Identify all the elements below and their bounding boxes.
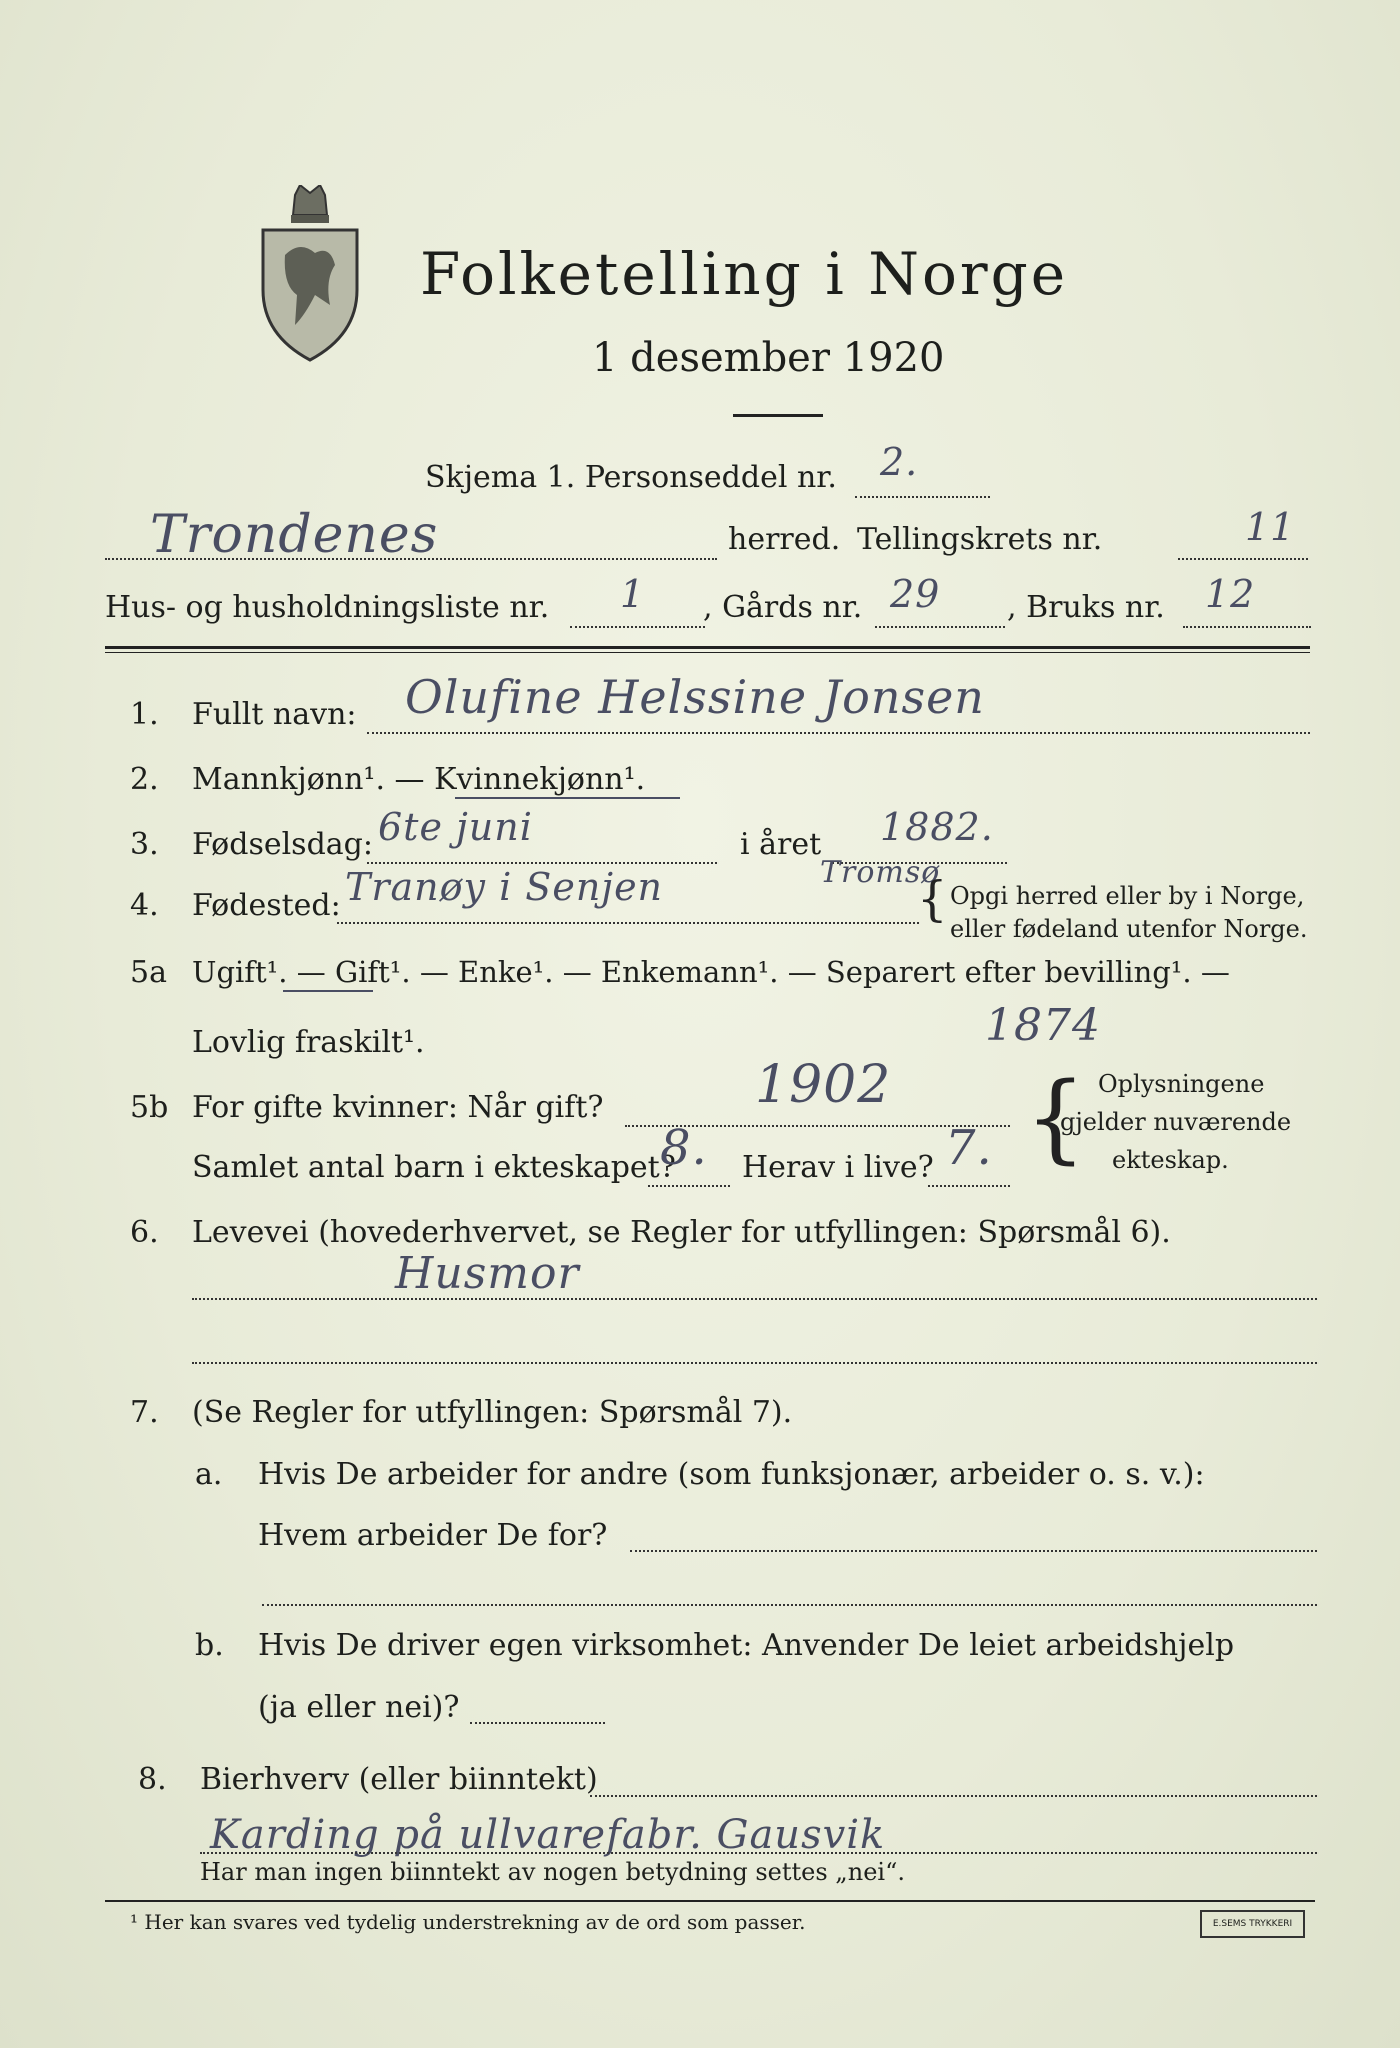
q1-line [367, 732, 1310, 734]
q5b-alive-label: Herav i live? [742, 1150, 934, 1185]
q4-line [337, 922, 919, 924]
q7a-text: Hvis De arbeider for andre (som funksjonær, arbeider o. s. v.): [258, 1457, 1205, 1492]
q5b-note-1: Oplysningene [1098, 1070, 1265, 1098]
q7-number: 7. [130, 1395, 159, 1430]
bruks-value: 12 [1205, 572, 1256, 616]
q3-year-label: i året [740, 827, 822, 862]
q3-year-value: 1882. [880, 805, 994, 849]
printer-stamp [1200, 1910, 1305, 1938]
q4-extra-value: Tromsø [820, 855, 941, 890]
q5b-alive-value: 7. [945, 1120, 993, 1176]
title-divider [733, 414, 823, 417]
krets-value: 11 [1245, 505, 1296, 549]
q7b-question: (ja eller nei)? [258, 1690, 460, 1725]
q6-line-2 [192, 1362, 1317, 1364]
q5b-children-line [648, 1185, 730, 1187]
q6-line-1 [192, 1298, 1317, 1300]
q5a-gift-underline [283, 990, 373, 992]
q5b-number: 5b [130, 1090, 169, 1125]
q7b-letter: b. [195, 1628, 224, 1663]
form-date: 1 desember 1920 [592, 335, 945, 381]
q1-number: 1. [130, 697, 159, 732]
q5b-label-1: For gifte kvinner: Når gift? [192, 1090, 604, 1125]
q4-brace: { [917, 871, 948, 927]
footer-divider [105, 1900, 1315, 1902]
q5b-married-value: 1902 [755, 1055, 892, 1115]
q3-day-line [367, 862, 717, 864]
q6-value: Husmor [395, 1248, 580, 1299]
q4-number: 4. [130, 888, 159, 923]
krets-line [1178, 558, 1308, 560]
schema-line [855, 496, 990, 498]
q2-number: 2. [130, 762, 159, 797]
hus-label: Hus- og husholdningsliste nr. [105, 590, 550, 625]
q5b-note-3: ekteskap. [1112, 1146, 1229, 1174]
schema-label: Skjema 1. Personseddel nr. [425, 460, 837, 495]
q5b-brace: { [1025, 1062, 1087, 1174]
herred-value: Trondenes [150, 505, 439, 565]
q5b-children-value: 8. [660, 1120, 708, 1176]
q7b-text: Hvis De driver egen virksomhet: Anvender De leiet arbeidshjelp [258, 1628, 1235, 1663]
herred-label: herred. [728, 522, 841, 557]
hus-value: 1 [620, 572, 646, 616]
q7a-letter: a. [195, 1457, 223, 1492]
q7a-line-2 [262, 1604, 1317, 1606]
q5a-number: 5a [130, 955, 167, 990]
q4-label: Fødested: [192, 888, 341, 923]
q5a-extra-value: 1874 [985, 1000, 1101, 1051]
krets-label: Tellingskrets nr. [857, 522, 1103, 557]
header-divider-top [105, 646, 1310, 649]
q7a-line-1 [630, 1550, 1317, 1552]
form-title: Folketelling i Norge [420, 240, 1069, 308]
q2-underline [455, 797, 680, 799]
q5b-label-2: Samlet antal barn i ekteskapet? [192, 1150, 676, 1185]
q4-note-2: eller fødeland utenfor Norge. [950, 915, 1308, 943]
q3-label: Fødselsdag: [192, 827, 373, 862]
q3-number: 3. [130, 827, 159, 862]
gards-line [875, 626, 1005, 628]
q1-value: Olufine Helssine Jonsen [405, 670, 985, 724]
q8-number: 8. [138, 1762, 167, 1797]
q6-number: 6. [130, 1215, 159, 1250]
q5b-alive-line [928, 1185, 1010, 1187]
q2-label: Mannkjønn¹. — Kvinnekjønn¹. [192, 762, 646, 797]
q1-label: Fullt navn: [192, 697, 357, 732]
hus-line [570, 626, 705, 628]
printer-stamp-text: E.SEMS TRYKKERI [1212, 1919, 1293, 1929]
q4-note-1: Opgi herred eller by i Norge, [950, 882, 1305, 910]
schema-value: 2. [880, 440, 919, 484]
q6-label: Levevei (hovederhvervet, se Regler for utfyllingen: Spørsmål 6). [192, 1215, 1171, 1250]
q5b-note-2: gjelder nuværende [1060, 1108, 1292, 1136]
q8-line-1 [590, 1795, 1317, 1797]
footnote: ¹ Her kan svares ved tydelig understrekning av de ord som passer. [130, 1910, 806, 1934]
q5a-line-2: Lovlig fraskilt¹. [192, 1025, 425, 1060]
q8-note: Har man ingen biinntekt av nogen betydning settes „nei“. [200, 1858, 905, 1886]
q4-value: Tranøy i Senjen [345, 865, 664, 909]
q7a-question: Hvem arbeider De for? [258, 1518, 608, 1553]
gards-value: 29 [890, 572, 941, 616]
q5a-line-1: Ugift¹. — Gift¹. — Enke¹. — Enkemann¹. — Separert efter bevilling¹. — [192, 955, 1230, 989]
q7b-line [470, 1722, 605, 1724]
q8-line-2 [200, 1852, 1317, 1854]
q7-label: (Se Regler for utfyllingen: Spørsmål 7). [192, 1395, 793, 1430]
q8-label: Bierhverv (eller biinntekt) [200, 1762, 598, 1797]
q8-value: Karding på ullvarefabr. Gausvik [210, 1812, 886, 1858]
q3-day-value: 6te juni [378, 805, 533, 849]
coat-of-arms-icon [255, 185, 365, 369]
header-divider-bottom [105, 652, 1310, 653]
bruks-label: , Bruks nr. [1007, 590, 1165, 625]
gards-label: , Gårds nr. [703, 590, 863, 625]
bruks-line [1183, 626, 1311, 628]
